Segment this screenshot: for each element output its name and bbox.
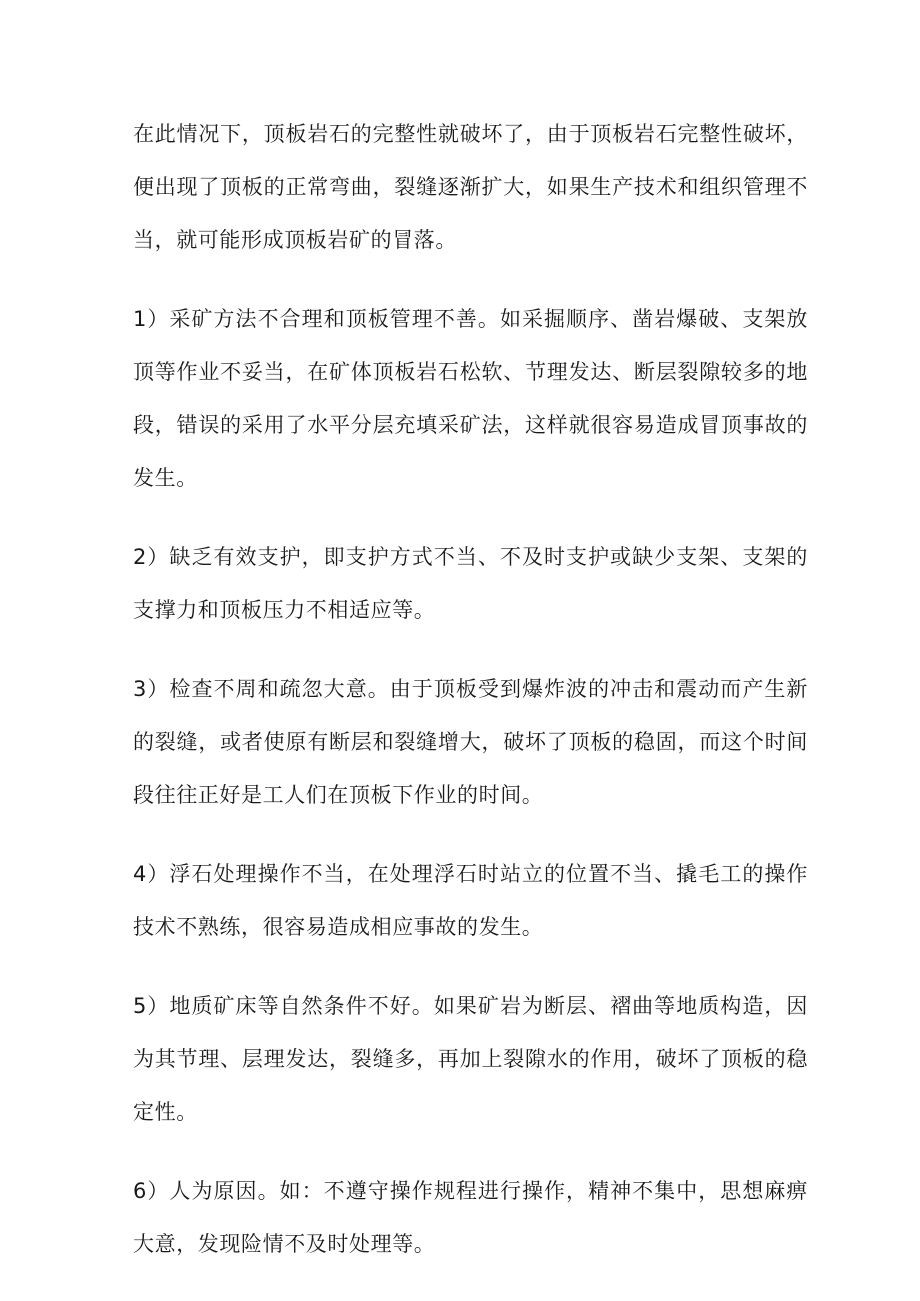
- cause-4-paragraph: 4）浮石处理操作不当，在处理浮石时站立的位置不当、撬毛工的操作技术不熟练，很容易造成相应事故的发生。: [133, 862, 808, 939]
- cause-5-paragraph: 5）地质矿床等自然条件不好。如果矿岩为断层、褶曲等地质构造，因为其节理、层理发达，裂缝多，再加上裂隙水的作用，破坏了顶板的稳定性。: [133, 994, 808, 1124]
- cause-1-paragraph: 1）采矿方法不合理和顶板管理不善。如采掘顺序、凿岩爆破、支架放顶等作业不妥当，在矿体顶板岩石松软、节理发达、断层裂隙较多的地段，错误的采用了水平分层充填采矿法，这样就很容易造成冒顶事故的发生。: [133, 307, 808, 490]
- cause-2-paragraph: 2）缺乏有效支护，即支护方式不当、不及时支护或缺少支架、支架的支撑力和顶板压力不相适应等。: [133, 545, 808, 622]
- intro-paragraph: 在此情况下，顶板岩石的完整性就破坏了，由于顶板岩石完整性破坏，便出现了顶板的正常弯曲，裂缝逐渐扩大，如果生产技术和组织管理不当，就可能形成顶板岩矿的冒落。: [133, 122, 808, 252]
- cause-3-paragraph: 3）检查不周和疏忽大意。由于顶板受到爆炸波的冲击和震动而产生新的裂缝，或者使原有断层和裂缝增大，破坏了顶板的稳固，而这个时间段往往正好是工人们在顶板下作业的时间。: [133, 677, 808, 807]
- cause-6-paragraph: 6）人为原因。如：不遵守操作规程进行操作，精神不集中，思想麻痹大意，发现险情不及时处理等。: [133, 1179, 808, 1256]
